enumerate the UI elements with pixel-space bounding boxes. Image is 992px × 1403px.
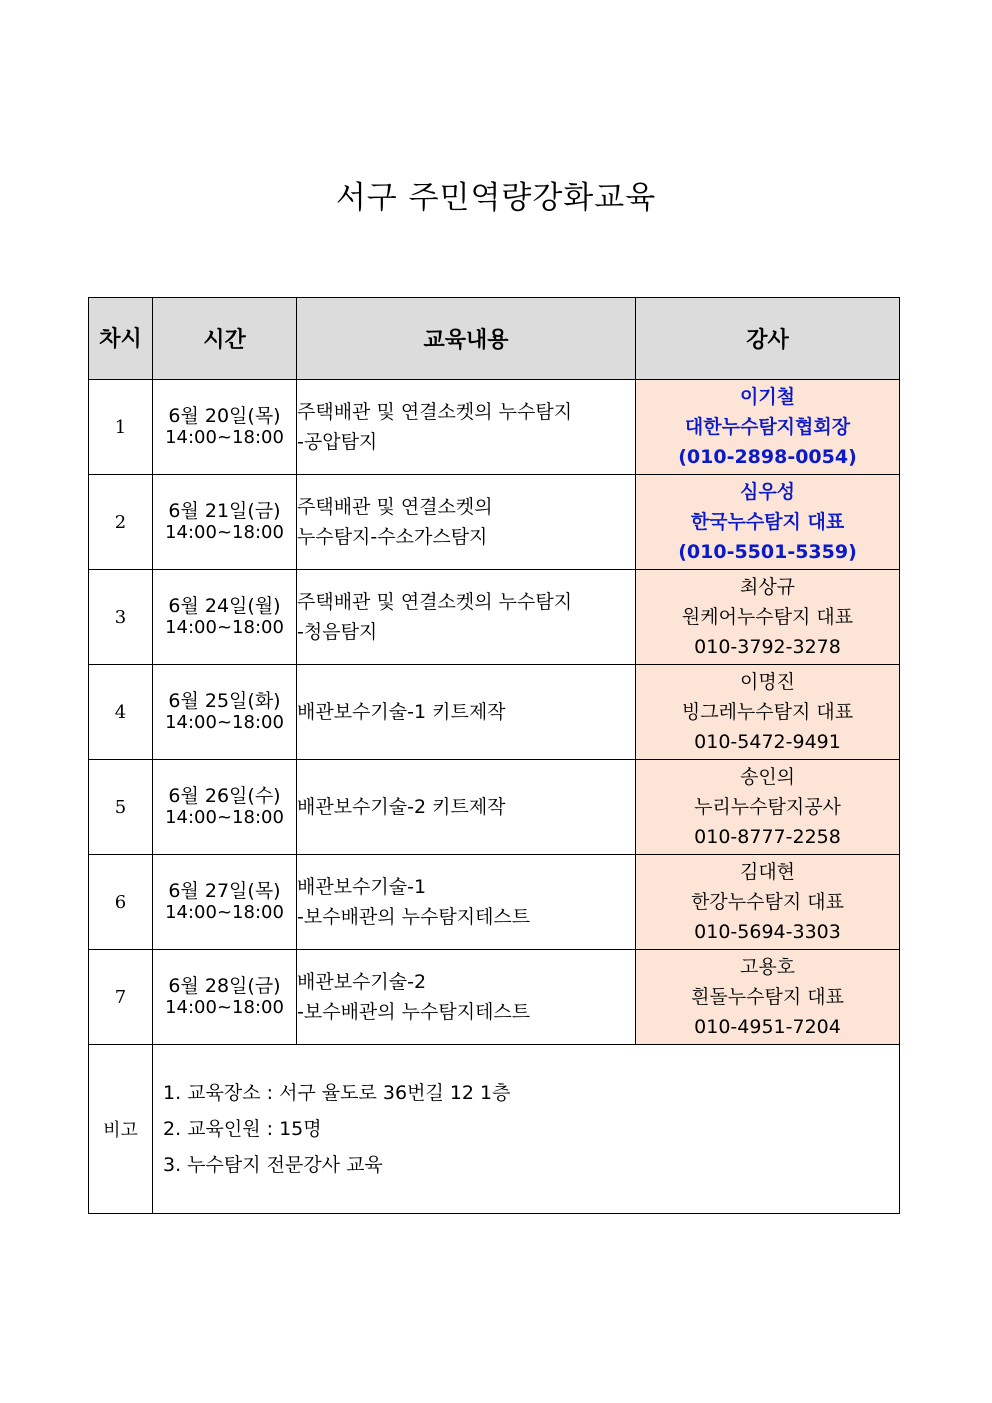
content-line: 배관보수기술-2 <box>297 971 427 993</box>
instructor-name: 이기철 <box>739 386 796 408</box>
instructor-org: 원케어누수탐지 대표 <box>681 606 854 628</box>
instructor-cell <box>636 950 900 1045</box>
instructor-name: 송인의 <box>739 766 796 788</box>
schedule-table <box>88 297 900 1214</box>
content-cell <box>297 760 636 855</box>
remark-item: 2. 교육인원 : 15명 <box>163 1118 322 1140</box>
session-number: 3 <box>89 570 153 665</box>
session-number: 1 <box>89 380 153 475</box>
instructor-phone: 010-5694-3303 <box>694 921 841 943</box>
instructor-name: 최상규 <box>739 576 796 598</box>
remark-item: 3. 누수탐지 전문강사 교육 <box>163 1154 383 1176</box>
remark-item: 1. 교육장소 : 서구 율도로 36번길 12 1층 <box>163 1082 511 1104</box>
session-date: 6월 26일(수) <box>168 785 281 807</box>
instructor-phone: 010-3792-3278 <box>694 636 841 658</box>
content-cell <box>297 855 636 950</box>
session-number: 6 <box>89 855 153 950</box>
session-hours: 14:00~18:00 <box>165 427 284 448</box>
session-hours: 14:00~18:00 <box>165 807 284 828</box>
session-hours: 14:00~18:00 <box>165 997 284 1018</box>
instructor-phone: 010-5472-9491 <box>694 731 841 753</box>
table-row <box>89 950 900 1045</box>
page-title: 서구 주민역량강화교육 <box>335 180 657 216</box>
content-line: -보수배관의 누수탐지테스트 <box>297 1001 531 1023</box>
header-time: 시간 <box>153 298 297 380</box>
content-line: 배관보수기술-1 키트제작 <box>297 701 506 723</box>
instructor-cell <box>636 760 900 855</box>
header-session: 차시 <box>89 298 153 380</box>
content-line: 주택배관 및 연결소켓의 누수탐지 <box>297 591 573 613</box>
session-hours: 14:00~18:00 <box>165 902 284 923</box>
time-cell <box>153 475 297 570</box>
content-line: 배관보수기술-1 <box>297 876 427 898</box>
table-row <box>89 855 900 950</box>
time-cell <box>153 380 297 475</box>
content-line: 누수탐지-수소가스탐지 <box>297 526 488 548</box>
instructor-cell <box>636 570 900 665</box>
instructor-cell <box>636 380 900 475</box>
session-date: 6월 28일(금) <box>168 975 281 997</box>
instructor-phone: 010-8777-2258 <box>694 826 841 848</box>
instructor-org: 흰돌누수탐지 대표 <box>691 986 844 1008</box>
table-row <box>89 665 900 760</box>
time-cell <box>153 855 297 950</box>
session-date: 6월 20일(목) <box>168 405 281 427</box>
session-hours: 14:00~18:00 <box>165 712 284 733</box>
session-date: 6월 27일(목) <box>168 880 281 902</box>
session-hours: 14:00~18:00 <box>165 617 284 638</box>
header-content: 교육내용 <box>297 298 636 380</box>
session-number: 5 <box>89 760 153 855</box>
content-cell <box>297 570 636 665</box>
content-line: -보수배관의 누수탐지테스트 <box>297 906 531 928</box>
table-row <box>89 760 900 855</box>
table-row <box>89 380 900 475</box>
header-instructor: 강사 <box>636 298 900 380</box>
session-date: 6월 25일(화) <box>168 690 281 712</box>
time-cell <box>153 570 297 665</box>
content-line: -청음탐지 <box>297 621 378 643</box>
table-row <box>89 475 900 570</box>
instructor-name: 심우성 <box>739 481 796 503</box>
instructor-org: 누리누수탐지공사 <box>694 796 841 818</box>
content-cell <box>297 475 636 570</box>
content-cell <box>297 665 636 760</box>
content-line: 배관보수기술-2 키트제작 <box>297 796 506 818</box>
table-row <box>89 570 900 665</box>
instructor-name: 고용호 <box>739 956 796 978</box>
time-cell <box>153 665 297 760</box>
content-line: -공압탐지 <box>297 431 378 453</box>
session-number: 2 <box>89 475 153 570</box>
content-cell <box>297 380 636 475</box>
instructor-org: 한강누수탐지 대표 <box>691 891 844 913</box>
instructor-org: 대한누수탐지협회장 <box>684 416 851 438</box>
instructor-cell <box>636 665 900 760</box>
instructor-name: 이명진 <box>739 671 796 693</box>
time-cell <box>153 760 297 855</box>
instructor-cell <box>636 855 900 950</box>
header-row <box>89 298 900 380</box>
instructor-org: 한국누수탐지 대표 <box>690 511 845 533</box>
content-line: 주택배관 및 연결소켓의 <box>297 496 493 518</box>
instructor-cell <box>636 475 900 570</box>
remarks-label: 비고 <box>89 1045 153 1214</box>
session-date: 6월 24일(월) <box>168 595 281 617</box>
session-hours: 14:00~18:00 <box>165 522 284 543</box>
instructor-phone: (010-5501-5359) <box>678 541 857 563</box>
time-cell <box>153 950 297 1045</box>
session-number: 7 <box>89 950 153 1045</box>
session-date: 6월 21일(금) <box>168 500 281 522</box>
instructor-org: 빙그레누수탐지 대표 <box>681 701 854 723</box>
instructor-phone: 010-4951-7204 <box>694 1016 841 1038</box>
remarks-cell <box>153 1045 900 1214</box>
content-cell <box>297 950 636 1045</box>
content-line: 주택배관 및 연결소켓의 누수탐지 <box>297 401 573 423</box>
instructor-name: 김대현 <box>739 861 796 883</box>
session-number: 4 <box>89 665 153 760</box>
remarks-row <box>89 1045 900 1214</box>
instructor-phone: (010-2898-0054) <box>678 446 857 468</box>
